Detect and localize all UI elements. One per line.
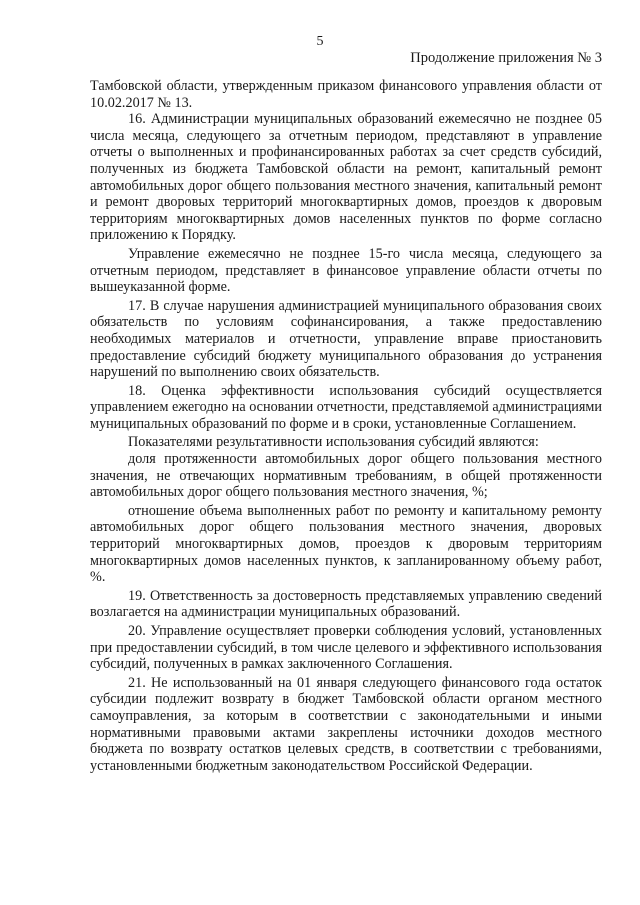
paragraph-18: 18. Оценка эффективности использования субсидий осуществляется управлением ежегодно на основании отчетности, представляемой администрациями муниципальных образований по форме и в сроки, установленные Соглашением. [90,382,602,432]
paragraph-indicator-share: доля протяженности автомобильных дорог общего пользования местного значения, не отвечающих нормативным требованиям, в общей протяженности автомобильных дорог общего пользования местного значения, %; [90,451,602,501]
paragraph-indicator-ratio: отношение объема выполненных работ по ремонту и капитальному ремонту автомобильных дорог общего пользования местного значения, дворовых территорий многоквартирных домов, проездов к дворовым территориям многоквартирных домов населенных пунктов, к запланированному объему работ, %. [90,502,602,586]
paragraph-20: 20. Управление осуществляет проверки соблюдения условий, установленных при предоставлении субсидий, в том числе целевого и эффективного использования субсидий, полученных в рамках заключенного Соглашения. [90,623,602,673]
appendix-continuation-note: Продолжение приложения № 3 [410,50,602,66]
paragraph-21: 21. Не использованный на 01 января следующего финансового года остаток субсидии подлежит возврату в бюджет Тамбовской области органом местного самоуправления, за которым в соответствии с законодательными и иными нормативными правовыми актами закреплены источники доходов местного бюджета по возврату остатков целевых средств, в соответствии с требованиями, установленными бюджетным законодательством Российской Федерации. [90,674,602,774]
paragraph-indicators-intro: Показателями результативности использования субсидий являются: [128,434,539,451]
page-number: 5 [316,34,324,49]
paragraph-continuation: Тамбовской области, утвержденным приказом финансового управления области от 10.02.2017 № 13. [90,78,602,111]
paragraph-16: 16. Администрации муниципальных образований ежемесячно не позднее 05 числа месяца, следующего за отчетным периодом, представляют в управление отчеты о выполненных и профинансированных работах за счет средств субсидий, полученных из бюджета Тамбовской области на ремонт, капитальный ремонт автомобильных дорог общего пользования местного значения, капитальный ремонт и ремонт дворовых территорий многоквартирных домов, проездов к дворовым территориям многоквартирных домов населенных пунктов по форме согласно приложению к Порядку. [90,111,602,244]
paragraph-16-monthly-report: Управление ежемесячно не позднее 15-го числа месяца, следующего за отчетным периодом, представляет в финансовое управление области отчеты по вышеуказанной форме. [90,245,602,296]
paragraph-19: 19. Ответственность за достоверность представляемых управлению сведений возлагается на администрации муниципальных образований. [90,587,602,621]
paragraph-17: 17. В случае нарушения администрацией муниципального образования своих обязательств по условиям софинансирования, а также предоставлению необходимых материалов и отчетности, управление вправе приостановить предоставление субсидий бюджету муниципального образования до устранения нарушений по выполнению своих обязательств. [90,297,602,381]
document-body [90,78,602,774]
